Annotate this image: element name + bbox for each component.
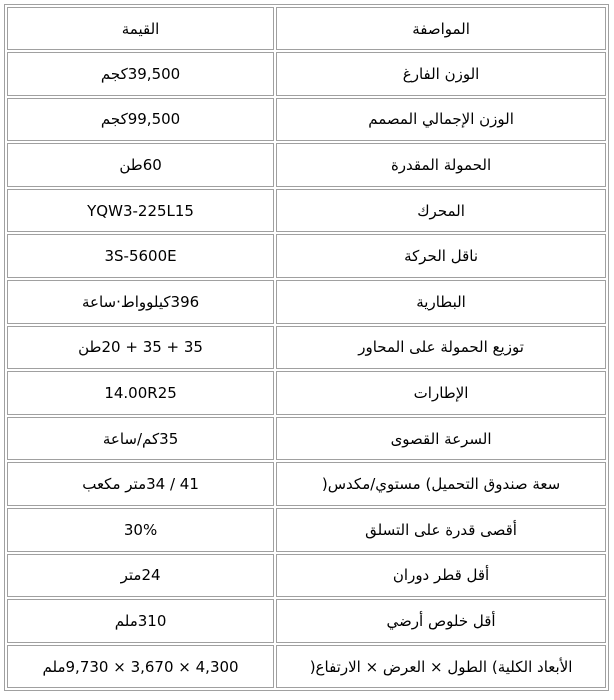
spec-text: الأبعاد الكلية) الطول × العرض × الارتفاع( (309, 657, 573, 676)
spec-text: البطارية (416, 292, 466, 311)
spec-cell (276, 234, 606, 278)
value-text: 60طن (119, 155, 162, 174)
value-text: YQW3-225L15 (87, 201, 194, 220)
spec-cell (276, 143, 606, 187)
specifications-table (4, 4, 609, 691)
spec-cell (276, 462, 606, 506)
value-text: 30% (123, 520, 158, 539)
value-cell (7, 280, 274, 324)
table-row (7, 143, 606, 187)
value-text: 396كيلوواط·ساعة (81, 292, 200, 311)
spec-cell (276, 98, 606, 142)
specifications-table-body (7, 7, 606, 688)
table-row (7, 98, 606, 142)
value-cell (7, 599, 274, 643)
table-row (7, 645, 606, 689)
spec-cell (276, 599, 606, 643)
header-value-label: القيمة (121, 19, 160, 38)
spec-text: الوزن الفارغ (402, 64, 480, 83)
spec-text: أقل خلوص أرضي (386, 611, 496, 630)
spec-text: السرعة القصوى (390, 429, 492, 448)
table-row (7, 280, 606, 324)
value-cell (7, 554, 274, 598)
spec-cell (276, 645, 606, 689)
spec-cell (276, 554, 606, 598)
table-row (7, 599, 606, 643)
spec-cell (276, 508, 606, 552)
table-row (7, 52, 606, 96)
table-row (7, 371, 606, 415)
value-text: 35 + 35 + 20طن (78, 338, 203, 357)
value-cell (7, 234, 274, 278)
spec-cell (276, 326, 606, 370)
table-header-row (7, 7, 606, 50)
value-cell (7, 371, 274, 415)
spec-text: أقصى قدرة على التسلق (365, 520, 517, 539)
table-row (7, 189, 606, 233)
value-cell (7, 645, 274, 689)
table-row (7, 234, 606, 278)
value-cell (7, 189, 274, 233)
spec-text: الحمولة المقدرة (390, 155, 492, 174)
value-cell (7, 326, 274, 370)
value-text: 39,500كجم (100, 64, 181, 83)
header-spec-cell (276, 7, 606, 50)
header-spec-label: المواصفة (412, 19, 470, 38)
value-text: 99,500كجم (100, 110, 181, 129)
spec-text: سعة صندوق التحميل) مستوي/مكدس( (321, 475, 561, 494)
value-cell (7, 508, 274, 552)
table-row (7, 554, 606, 598)
spec-text: توزيع الحمولة على المحاور (358, 338, 524, 357)
value-cell (7, 462, 274, 506)
value-text: 14.00R25 (104, 383, 177, 402)
header-value-cell (7, 7, 274, 50)
value-cell (7, 417, 274, 461)
table-row (7, 462, 606, 506)
value-text: 310ملم (114, 611, 167, 630)
spec-text: المحرك (417, 201, 465, 220)
spec-cell (276, 417, 606, 461)
value-text: 24متر (120, 566, 161, 585)
spec-text: ناقل الحركة (404, 247, 479, 266)
spec-text: الإطارات (413, 383, 469, 402)
spec-text: الوزن الإجمالي المصمم (368, 110, 514, 129)
spec-cell (276, 52, 606, 96)
value-text: 3S-5600E (104, 247, 177, 266)
value-cell (7, 52, 274, 96)
value-cell (7, 143, 274, 187)
spec-cell (276, 280, 606, 324)
spec-cell (276, 189, 606, 233)
spec-text: أقل قطر دوران (392, 566, 490, 585)
table-row (7, 417, 606, 461)
value-cell (7, 98, 274, 142)
spec-cell (276, 371, 606, 415)
table-row (7, 326, 606, 370)
value-text: 35كم/ساعة (102, 429, 179, 448)
value-text: 4,300 × 3,670 × 9,730ملم (42, 657, 239, 676)
value-text: 41 / 34متر مكعب (82, 475, 199, 494)
table-row (7, 508, 606, 552)
